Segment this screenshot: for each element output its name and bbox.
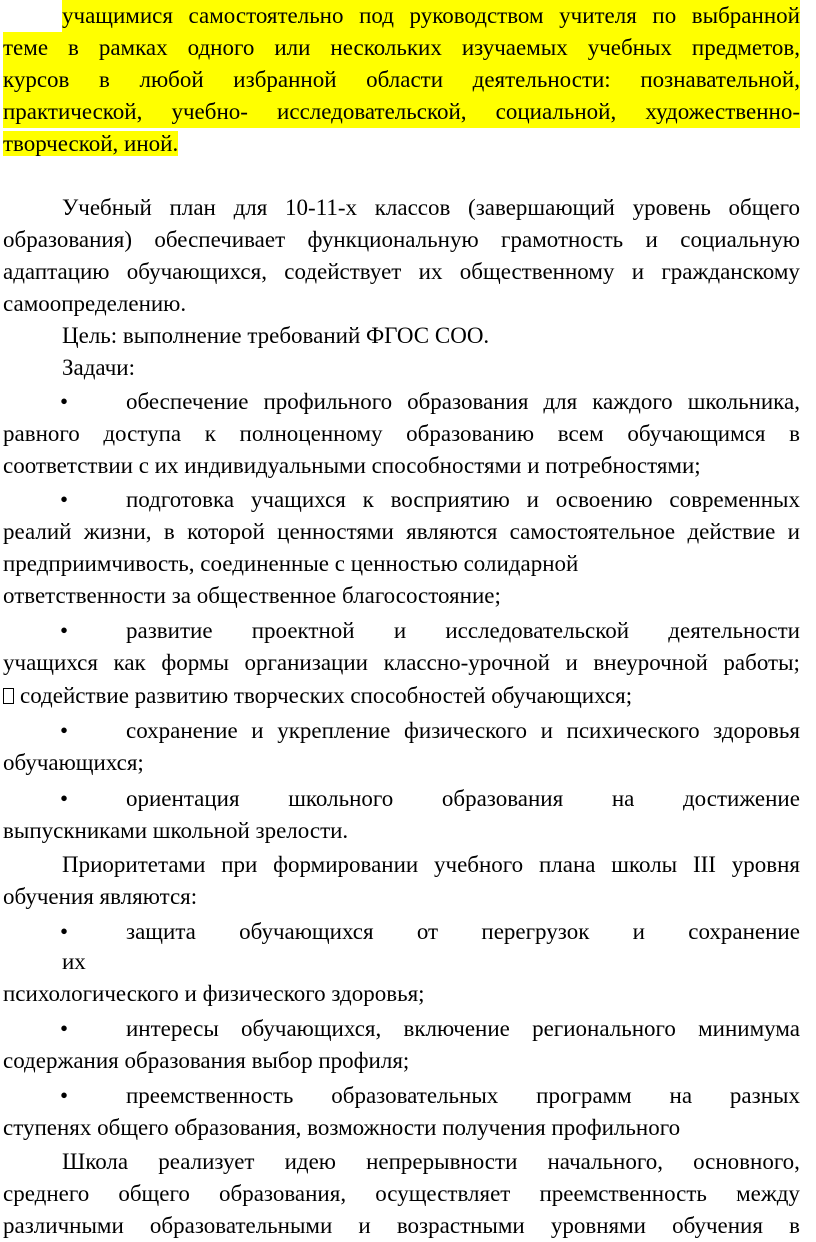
word: восприятию — [390, 487, 510, 512]
text-line-content: творческой, иной. — [3, 131, 179, 156]
text-line — [3, 516, 800, 548]
word: преемственность — [539, 1181, 707, 1206]
word: и — [540, 718, 553, 743]
word: и — [787, 519, 800, 544]
word: являются — [406, 519, 498, 544]
word: учителя — [559, 3, 637, 28]
word: в — [163, 519, 175, 544]
word: нескольких — [330, 35, 442, 60]
word: исследовательской, — [277, 99, 467, 124]
word: познавательной, — [640, 67, 800, 92]
text-line — [3, 224, 800, 256]
word: теме — [3, 35, 49, 60]
text-line — [126, 916, 800, 948]
word: социальную — [680, 227, 800, 252]
text-line — [3, 256, 800, 288]
word: обучающихся, — [241, 1016, 382, 1041]
word: Приоритетами — [62, 852, 206, 877]
word: и — [565, 650, 578, 675]
word: учащихся — [3, 650, 98, 675]
text-line — [3, 32, 800, 64]
word: интересы — [126, 1016, 219, 1041]
word: образовательных — [331, 1083, 499, 1108]
word: образования — [441, 786, 564, 811]
word: одного — [187, 35, 255, 60]
word: руководством — [409, 3, 544, 28]
word: выбранной — [691, 3, 800, 28]
word: уровнями — [550, 1213, 646, 1238]
word: школьника, — [687, 389, 800, 414]
word: общественному — [459, 259, 615, 284]
word: преемственность — [126, 1083, 294, 1108]
word: как — [113, 650, 146, 675]
text-line — [62, 0, 800, 32]
word: или — [274, 35, 311, 60]
word: в — [789, 421, 800, 446]
text-line: их — [62, 949, 86, 974]
bullet-icon: • — [60, 487, 69, 512]
word: рамках — [98, 35, 168, 60]
word: и — [645, 227, 658, 252]
word: образования, — [219, 1181, 347, 1206]
word: начального, — [547, 1149, 663, 1174]
word: реалий — [3, 519, 72, 544]
word: учебного — [434, 852, 524, 877]
word: которой — [187, 519, 265, 544]
text-line — [126, 1080, 800, 1112]
text-line — [126, 715, 800, 747]
word: самостоятельно — [188, 3, 344, 28]
text-line: ответственности за общественное благосостояние; — [3, 583, 501, 608]
word: образованию — [406, 421, 535, 446]
word: минимума — [698, 1016, 800, 1041]
word: в — [789, 1213, 800, 1238]
word: возрастными — [396, 1213, 525, 1238]
word: к — [204, 421, 216, 446]
word: общего — [118, 1181, 190, 1206]
word: школы — [611, 852, 678, 877]
word: современных — [669, 487, 800, 512]
word: развитие — [126, 618, 213, 643]
word: ценностями — [277, 519, 394, 544]
bullet-icon: • — [60, 718, 69, 743]
word: учебно- — [171, 99, 248, 124]
word: непрерывности — [366, 1149, 518, 1174]
word: идею — [284, 1149, 336, 1174]
tasks-heading: Задачи: — [62, 355, 135, 380]
text-line-content: содействие развитию творческих способностей обучающихся; — [20, 683, 633, 708]
word: каждого — [592, 389, 673, 414]
word: психического — [566, 718, 700, 743]
text-line — [62, 192, 800, 224]
word: жизни, — [83, 519, 152, 544]
word: и — [251, 718, 264, 743]
word: в — [68, 35, 79, 60]
word: плана — [538, 852, 596, 877]
text-line — [126, 783, 800, 815]
word: укрепление — [277, 718, 391, 743]
word: самостоятельное — [509, 519, 676, 544]
word: полноценному — [239, 421, 383, 446]
word: и — [526, 487, 539, 512]
text-line: обучения являются: — [3, 884, 198, 909]
word: профильного — [263, 389, 393, 414]
bullet-icon: • — [60, 919, 69, 944]
word: для — [233, 195, 268, 220]
text-line: содержания образования выбор профиля; — [3, 1048, 410, 1073]
word: изучаемых — [461, 35, 568, 60]
word: исследовательской — [445, 618, 630, 643]
word: достижение — [682, 786, 800, 811]
word: деятельности: — [472, 67, 611, 92]
word: функциональную — [307, 227, 479, 252]
word: и — [632, 919, 645, 944]
word: равного — [3, 421, 80, 446]
word: классов — [374, 195, 451, 220]
word: под — [359, 3, 394, 28]
word: доступа — [103, 421, 182, 446]
word: освоению — [555, 487, 653, 512]
word: курсов — [3, 67, 70, 92]
word: для — [543, 389, 578, 414]
word: формировании — [273, 852, 419, 877]
word: Учебный — [62, 195, 152, 220]
word: реализует — [158, 1149, 255, 1174]
bullet-icon: • — [60, 786, 69, 811]
word: и — [631, 259, 645, 284]
word: социальной, — [495, 99, 617, 124]
word: учащимися — [62, 3, 173, 28]
word: области — [366, 67, 444, 92]
word: их — [418, 259, 443, 284]
word: между — [736, 1181, 800, 1206]
word: уровня — [731, 852, 800, 877]
word: действие — [687, 519, 776, 544]
word: работы; — [723, 650, 800, 675]
word: проектной — [251, 618, 355, 643]
word: практической, — [3, 99, 143, 124]
word: обучающихся — [239, 919, 374, 944]
text-line — [3, 96, 800, 128]
word: от — [416, 919, 439, 944]
word: обучения — [672, 1213, 763, 1238]
word: включение — [403, 1016, 510, 1041]
word: общего — [728, 195, 800, 220]
word: учебных — [587, 35, 672, 60]
word: формы — [161, 650, 229, 675]
text-line: предприимчивость, соединенные с ценностью солидарной — [3, 551, 579, 576]
word: осуществляет — [375, 1181, 511, 1206]
word: подготовка — [126, 487, 235, 512]
word: обеспечивает — [154, 227, 286, 252]
word: содействует — [284, 259, 402, 284]
word: внеурочной — [593, 650, 708, 675]
word: образовательными — [149, 1213, 333, 1238]
text-line — [3, 647, 800, 679]
text-line — [3, 680, 800, 712]
word: по — [652, 3, 677, 28]
word: учащихся — [250, 487, 346, 512]
bullet-icon: • — [60, 618, 69, 643]
text-line — [3, 1210, 800, 1242]
word: 10-11-х — [285, 195, 357, 220]
word: здоровья — [713, 718, 800, 743]
word: Школа — [62, 1149, 129, 1174]
word: на — [669, 1083, 693, 1108]
word: деятельности — [668, 618, 800, 643]
word: план — [169, 195, 216, 220]
word: всем — [557, 421, 604, 446]
word: адаптацию — [3, 259, 110, 284]
word: обеспечение — [126, 389, 249, 414]
word: предметов, — [691, 35, 800, 60]
word: образования — [407, 389, 529, 414]
text-line — [126, 386, 800, 418]
text-line — [126, 1013, 800, 1045]
missing-glyph-icon — [3, 688, 14, 704]
word: обучающимся — [627, 421, 766, 446]
word: III — [692, 852, 716, 877]
goal-line: Цель: выполнение требований ФГОС СОО. — [62, 323, 490, 348]
text-line — [3, 1178, 800, 1210]
bullet-icon: • — [60, 1083, 69, 1108]
word: в — [99, 67, 110, 92]
text-line — [62, 1146, 800, 1178]
word: среднего — [3, 1181, 90, 1206]
word: и — [358, 1213, 371, 1238]
text-line — [126, 615, 800, 647]
bullet-icon: • — [60, 1016, 69, 1041]
bullet-icon: • — [60, 389, 69, 414]
text-line — [3, 64, 800, 96]
text-line: выпускниками школьной зрелости. — [3, 818, 349, 843]
word: перегрузок — [481, 919, 590, 944]
word: защита — [126, 919, 196, 944]
text-line — [3, 418, 800, 450]
word: различными — [3, 1213, 124, 1238]
text-line — [126, 484, 800, 516]
text-line: самоопределению. — [3, 291, 187, 316]
word: ориентация — [126, 786, 240, 811]
word: уровень — [632, 195, 711, 220]
word: к — [362, 487, 374, 512]
text-line: соответствии с их индивидуальными способностями и потребностями; — [3, 453, 701, 478]
word: любой — [139, 67, 204, 92]
word: гражданскому — [661, 259, 800, 284]
word: обучающихся, — [126, 259, 267, 284]
word: классно-урочной — [383, 650, 550, 675]
text-line — [3, 128, 800, 160]
word: образования) — [3, 227, 132, 252]
word: программ — [536, 1083, 632, 1108]
text-line: ступенях общего образования, возможности получения профильного — [3, 1115, 681, 1140]
text-line: психологического и физического здоровья; — [3, 981, 425, 1006]
word: при — [221, 852, 258, 877]
word: художественно- — [645, 99, 800, 124]
word: основного, — [693, 1149, 800, 1174]
word: регионального — [532, 1016, 676, 1041]
word: на — [611, 786, 635, 811]
word: сохранение — [126, 718, 238, 743]
word: избранной — [233, 67, 337, 92]
word: разных — [729, 1083, 800, 1108]
text-line: обучающихся; — [3, 750, 144, 775]
word: школьного — [288, 786, 394, 811]
word: грамотность — [501, 227, 624, 252]
word: (завершающий — [468, 195, 615, 220]
word: организации — [244, 650, 368, 675]
text-line — [62, 849, 800, 881]
word: сохранение — [688, 919, 800, 944]
word: физического — [403, 718, 528, 743]
word: и — [393, 618, 407, 643]
